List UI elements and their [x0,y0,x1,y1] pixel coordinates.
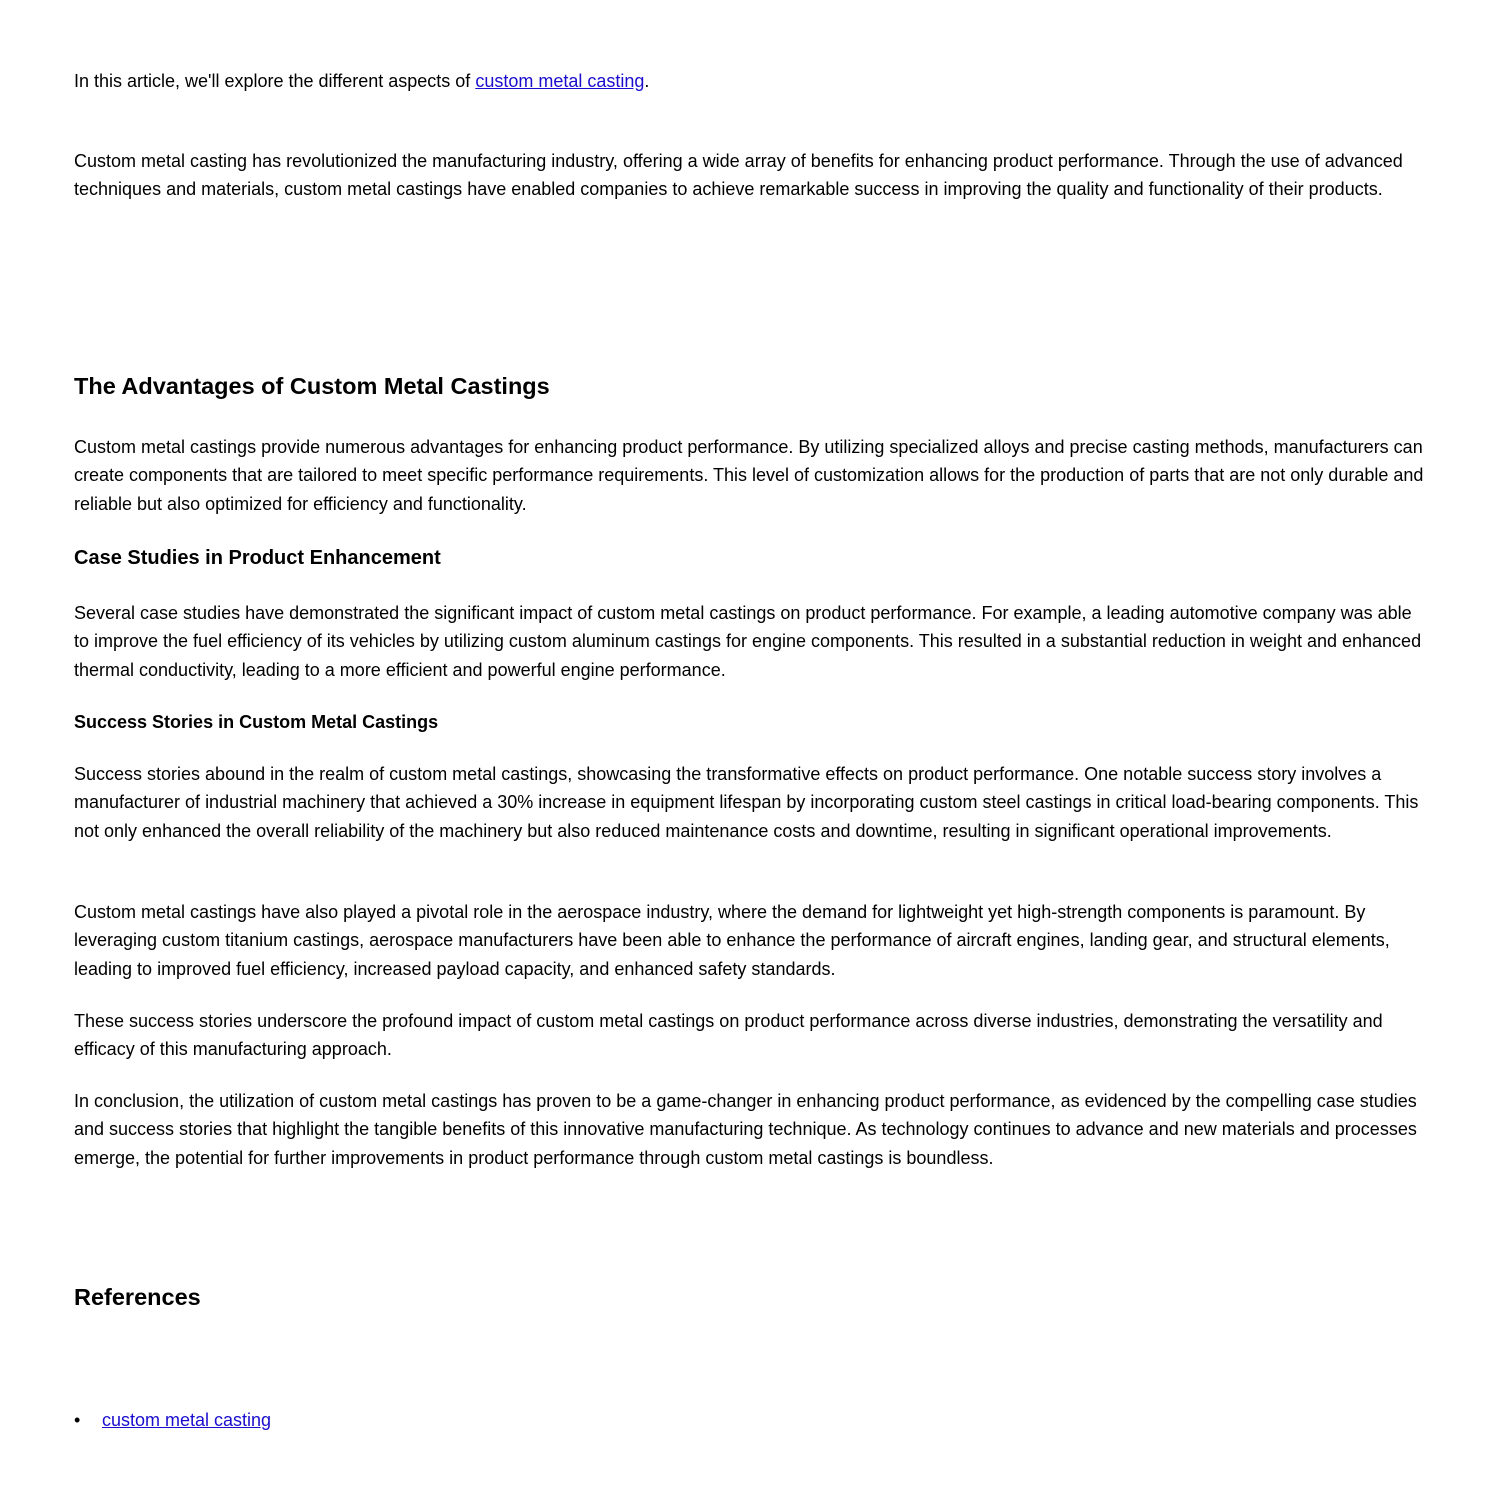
success-stories-paragraph-1: Success stories abound in the realm of custom metal castings, showcasing the transformative effects on product performance. One notable success story involves a manufacturer of industrial machinery that achieved a 30% increase in equipment lifespan by incorporating custom steel castings in critical load-bearing components. This not only enhanced the overall reliability of the machinery but also reduced maintenance costs and downtime, resulting in significant operational improvements. [74,764,1419,841]
reference-link-custom-metal-casting[interactable]: custom metal casting [102,1410,272,1430]
intro-paragraph [74,67,1426,95]
advantages-heading: The Advantages of Custom Metal Castings [74,373,550,399]
conclusion-paragraph: In conclusion, the utilization of custom metal castings has proven to be a game-changer in enhancing product performance, as evidenced by the compelling case studies and success stories that highlight the tangible benefits of this innovative manufacturing technique. As technology continues to advance and new materials and processes emerge, the potential for further improvements in product performance through custom metal castings is boundless. [74,1091,1417,1168]
case-studies-heading: Case Studies in Product Enhancement [74,547,441,569]
intro-period: . [644,71,650,91]
case-studies-paragraph: Several case studies have demonstrated the significant impact of custom metal castings on product performance. For example, a leading automotive company was able to improve the fuel efficiency of its vehicles by utilizing custom aluminum castings for engine components. This resulted in a substantial reduction in weight and enhanced thermal conductivity, leading to a more efficient and powerful engine performance. [74,603,1422,680]
overview-paragraph: Custom metal casting has revolutionized the manufacturing industry, offering a wide array of benefits for enhancing product performance. Through the use of advanced techniques and materials, custom metal castings have enabled companies to achieve remarkable success in improving the quality and functionality of their products. [74,151,1403,200]
success-stories-paragraph-2: Custom metal castings have also played a pivotal role in the aerospace industry, where the demand for lightweight yet high-strength components is paramount. By leveraging custom titanium castings, aerospace manufacturers have been able to enhance the performance of aircraft engines, landing gear, and structural elements, leading to improved fuel efficiency, increased payload capacity, and enhanced safety standards. [74,902,1390,979]
references-heading: References [74,1284,201,1310]
intro-text: In this article, we'll explore the different aspects of [74,71,476,91]
custom-metal-casting-link[interactable]: custom metal casting [475,71,645,91]
reference-item [74,1406,271,1434]
success-stories-paragraph-3: These success stories underscore the profound impact of custom metal castings on product performance across diverse industries, demonstrating the versatility and efficacy of this manufacturing approach. [74,1011,1383,1060]
advantages-paragraph: Custom metal castings provide numerous advantages for enhancing product performance. By utilizing specialized alloys and precise casting methods, manufacturers can create components that are tailored to meet specific performance requirements. This level of customization allows for the production of parts that are not only durable and reliable but also optimized for efficiency and functionality. [74,437,1424,514]
bullet-icon: • [74,1410,81,1430]
success-stories-heading: Success Stories in Custom Metal Castings [74,712,439,732]
references-list [74,1406,271,1434]
